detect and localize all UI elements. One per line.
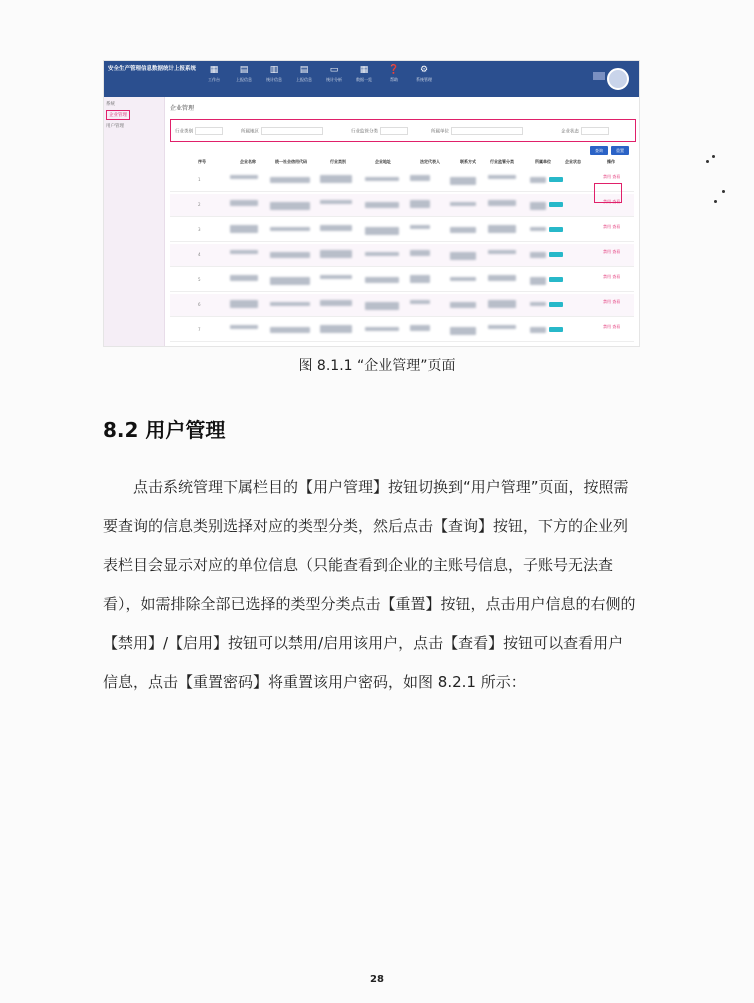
redacted-cell: [410, 200, 430, 208]
redacted-cell: [270, 227, 310, 231]
column-header: 所属单位: [535, 159, 551, 164]
redacted-cell: [270, 177, 310, 183]
redacted-cell: [450, 327, 476, 335]
redacted-cell: [488, 200, 516, 206]
redacted-cell: [320, 225, 352, 231]
redacted-cell: [410, 300, 430, 304]
nav-item-help[interactable]: ❓ 帮助: [379, 65, 409, 83]
status-badge: [549, 227, 563, 232]
redacted-cell: [270, 252, 310, 258]
table-row: [170, 219, 634, 242]
filter-region[interactable]: 所属地区: [241, 127, 323, 135]
body-paragraph: [103, 468, 638, 702]
sidebar-item-system[interactable]: 系统: [106, 102, 115, 107]
flag-icon: [593, 72, 605, 80]
reset-button[interactable]: 重置: [611, 146, 629, 155]
monitor-icon: ▭: [329, 65, 339, 75]
column-header: 法定代表人: [420, 159, 440, 164]
redacted-cell: [270, 277, 310, 285]
redacted-cell: [365, 277, 399, 283]
redacted-cell: [230, 200, 258, 206]
column-header: 统一社会信用代码: [275, 159, 307, 164]
redacted-cell: [270, 202, 310, 210]
query-button[interactable]: 查询: [590, 146, 608, 155]
table-row: [170, 269, 634, 292]
row-number: 3: [198, 227, 201, 232]
redacted-cell: [320, 300, 352, 306]
redacted-cell: [488, 300, 516, 308]
row-actions[interactable]: 禁用 查看: [603, 324, 621, 329]
nav-item-system[interactable]: ⚙ 系统管理: [409, 65, 439, 83]
redacted-cell: [320, 200, 352, 204]
list-icon: ▥: [269, 65, 279, 75]
filter-panel: [170, 119, 636, 142]
redacted-cell: [230, 250, 258, 254]
scan-mark: [722, 190, 725, 193]
redacted-cell: [450, 202, 476, 206]
redacted-cell: [530, 327, 546, 333]
ops-highlight-box: [594, 183, 622, 203]
sidebar: [104, 97, 165, 346]
redacted-cell: [450, 227, 476, 233]
status-badge: [549, 202, 563, 207]
redacted-cell: [270, 302, 310, 306]
row-number: 1: [198, 177, 201, 182]
column-header: 序号: [198, 159, 206, 164]
redacted-cell: [410, 325, 430, 331]
redacted-cell: [450, 277, 476, 281]
row-number: 6: [198, 302, 201, 307]
main-content: [166, 97, 639, 346]
redacted-cell: [410, 250, 430, 256]
paragraph-text: 点击系统管理下属栏目的【用户管理】按钮切换到“用户管理”页面，按照需要查询的信息类别选择对应的类型分类，然后点击【查询】按钮，下方的企业列表栏目会显示对应的单位信息（只能查看到企业的主账号信息，子账号无法查看），如需排除全部已选择的类型分类点击【重置】按钮，点击用户信息的右侧的【禁用】/【启用】按钮可以禁用/启用该用户，点击【查看】按钮可以查看用户信息，点击【重置密码】将重置该用户密码，如图 8.2.1 所示：: [103, 478, 636, 691]
redacted-cell: [320, 175, 352, 183]
redacted-cell: [488, 225, 516, 233]
nav-item-analysis[interactable]: ▭ 统计分析: [319, 65, 349, 83]
redacted-cell: [365, 327, 399, 331]
table-header: [170, 159, 634, 167]
redacted-cell: [450, 252, 476, 260]
redacted-cell: [530, 227, 546, 231]
status-badge: [549, 302, 563, 307]
section-heading: 8.2 用户管理: [103, 418, 226, 442]
redacted-cell: [530, 177, 546, 183]
page-number: 28: [370, 974, 384, 985]
redacted-cell: [488, 275, 516, 281]
redacted-cell: [450, 302, 476, 308]
scan-mark: [714, 200, 717, 203]
column-header: 企业状态: [565, 159, 581, 164]
nav-item-dashboard[interactable]: ▦ 工作台: [199, 65, 229, 83]
table-row: [170, 319, 634, 342]
status-badge: [549, 327, 563, 332]
avatar[interactable]: [607, 68, 629, 90]
table-row: [170, 194, 634, 217]
redacted-cell: [530, 202, 546, 210]
column-header: 企业名称: [240, 159, 256, 164]
grid-icon: ▦: [209, 65, 219, 75]
scan-mark: [706, 160, 709, 163]
sidebar-item-enterprise[interactable]: 企业管理: [106, 110, 130, 120]
redacted-cell: [365, 302, 399, 310]
column-header: 行业监管分类: [490, 159, 514, 164]
table-row: [170, 169, 634, 192]
column-header: 企业地址: [375, 159, 391, 164]
row-actions[interactable]: 禁用 查看: [603, 199, 621, 204]
sidebar-item-users[interactable]: 用户管理: [106, 124, 124, 129]
nav-item-report2[interactable]: ▤ 上报信息: [289, 65, 319, 83]
row-actions[interactable]: 禁用 查看: [603, 274, 621, 279]
column-header: 行业类别: [330, 159, 346, 164]
redacted-cell: [530, 252, 546, 258]
app-title: 安全生产管理信息数据统计上报系统: [108, 66, 197, 72]
redacted-cell: [450, 177, 476, 185]
filter-supervision[interactable]: 行业监管分类: [351, 127, 408, 135]
redacted-cell: [488, 325, 516, 329]
redacted-cell: [320, 325, 352, 333]
redacted-cell: [365, 227, 399, 235]
figure-caption: 图 8.1.1 “企业管理”页面: [298, 358, 456, 374]
redacted-cell: [230, 225, 258, 233]
redacted-cell: [530, 277, 546, 285]
redacted-cell: [230, 300, 258, 308]
nav-item-report[interactable]: ▤ 上报信息: [229, 65, 259, 83]
row-actions[interactable]: 禁用 查看: [603, 299, 621, 304]
row-actions[interactable]: 禁用 查看: [603, 174, 621, 179]
gear-icon: ⚙: [419, 65, 429, 75]
redacted-cell: [410, 175, 430, 181]
redacted-cell: [488, 175, 516, 179]
doc-icon: ▤: [239, 65, 249, 75]
filter-industry[interactable]: 行业类别: [175, 127, 223, 135]
nav-item-stats[interactable]: ▥ 统计信息: [259, 65, 289, 83]
redacted-cell: [365, 252, 399, 256]
filter-status[interactable]: 企业状态: [561, 127, 609, 135]
nav-item-overview[interactable]: ▦ 数据一览: [349, 65, 379, 83]
column-header: 联系方式: [460, 159, 476, 164]
redacted-cell: [530, 302, 546, 306]
redacted-cell: [410, 225, 430, 229]
redacted-cell: [230, 275, 258, 281]
row-number: 4: [198, 252, 201, 257]
redacted-cell: [488, 250, 516, 254]
status-badge: [549, 252, 563, 257]
row-actions[interactable]: 禁用 查看: [603, 249, 621, 254]
row-number: 2: [198, 202, 201, 207]
status-badge: [549, 177, 563, 182]
help-icon: ❓: [388, 65, 400, 75]
status-badge: [549, 277, 563, 282]
scan-mark: [712, 155, 715, 158]
redacted-cell: [320, 250, 352, 258]
filter-unit[interactable]: 所属单位: [431, 127, 523, 135]
redacted-cell: [365, 177, 399, 181]
redacted-cell: [230, 325, 258, 329]
app-header: [104, 61, 639, 97]
redacted-cell: [410, 275, 430, 283]
embedded-screenshot: [103, 60, 640, 347]
column-header: 操作: [607, 159, 615, 164]
row-number: 7: [198, 327, 201, 332]
redacted-cell: [230, 175, 258, 179]
redacted-cell: [270, 327, 310, 333]
redacted-cell: [365, 202, 399, 208]
row-actions[interactable]: 禁用 查看: [603, 224, 621, 229]
table-row: [170, 244, 634, 267]
table-icon: ▦: [359, 65, 369, 75]
content-title: 企业管理: [170, 105, 195, 112]
table-row: [170, 294, 634, 317]
report-icon: ▤: [299, 65, 309, 75]
row-number: 5: [198, 277, 201, 282]
redacted-cell: [320, 275, 352, 279]
